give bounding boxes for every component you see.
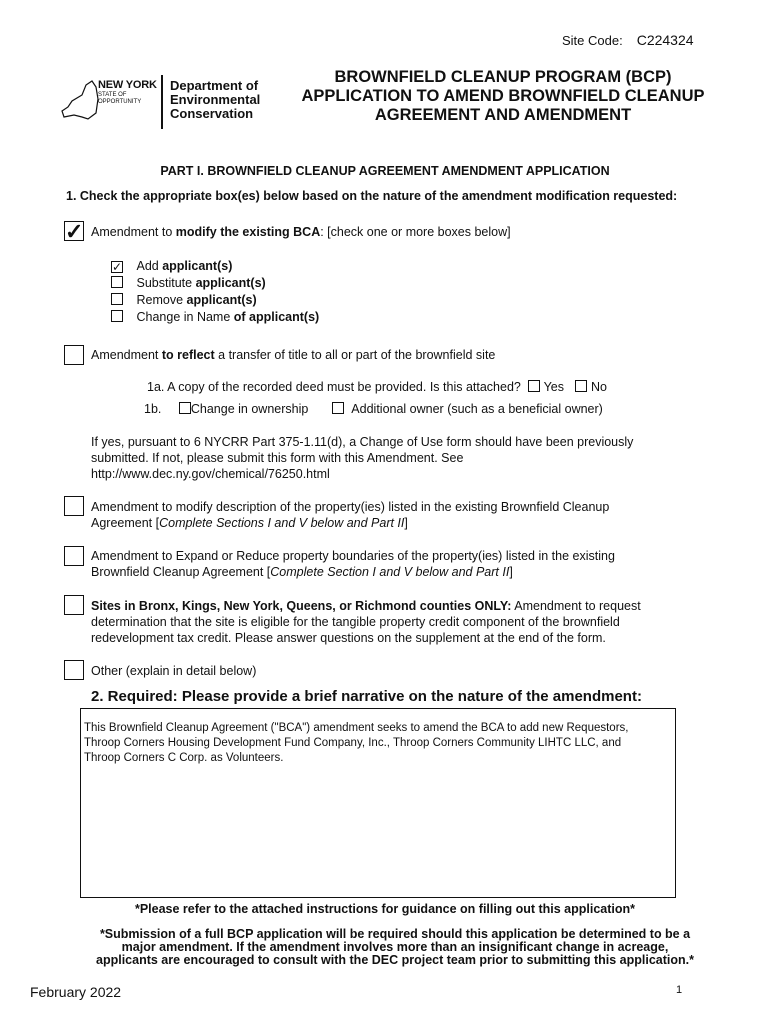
- remove-applicant-checkbox[interactable]: [111, 293, 123, 305]
- modify-description-checkbox[interactable]: [64, 496, 84, 516]
- site-code-value: C224324: [636, 32, 694, 48]
- deed-question: 1a. A copy of the recorded deed must be provided. Is this attached? Yes No: [147, 380, 607, 394]
- transfer-title-checkbox[interactable]: [64, 345, 84, 365]
- boundaries-label: Amendment to Expand or Reduce property boundaries of the property(ies) listed in the existing Brownfield Cleanup Agreement [Complete Section I and V below and Part II]: [91, 549, 615, 579]
- transfer-title-label: Amendment to reflect a transfer of title to all or part of the brownfield site: [91, 348, 496, 362]
- part-title: PART I. BROWNFIELD CLEANUP AGREEMENT AMENDMENT APPLICATION: [160, 164, 610, 178]
- change-of-use-link[interactable]: http://www.dec.ny.gov/chemical/76250.html: [91, 467, 330, 481]
- modify-bca-label: Amendment to modify the existing BCA: [check one or more boxes below]: [91, 225, 511, 239]
- nysdec-logo: [58, 73, 268, 133]
- change-name-checkbox[interactable]: [111, 310, 123, 322]
- narrative-title: 2. Required: Please provide a brief narrative on the nature of the amendment:: [91, 688, 642, 705]
- new-york-state-map-icon: [58, 77, 100, 125]
- modify-description-label: Amendment to modify description of the property(ies) listed in the existing Brownfield Cleanup Agreement [Complete Sections I and V below and Part II]: [91, 500, 610, 530]
- instructions-note: *Please refer to the attached instructions for guidance on filling out this application*: [134, 902, 636, 916]
- modify-bca-checkbox[interactable]: ✓: [65, 219, 84, 244]
- boundaries-checkbox[interactable]: [64, 546, 84, 566]
- narrative-textarea[interactable]: [80, 708, 676, 898]
- narrative-line-1: This Brownfield Cleanup Agreement ("BCA") amendment seeks to amend the BCA to add new Requestors,: [84, 722, 629, 734]
- logo-dept-text: Department of Environmental Conservation: [170, 78, 261, 121]
- deed-yes-checkbox[interactable]: [528, 380, 540, 392]
- remove-applicant-option: Remove applicant(s): [111, 292, 257, 308]
- narrative-line-3: Throop Corners C Corp. as Volunteers.: [84, 752, 284, 764]
- submission-note: *Submission of a full BCP application will be required should this application be determined to be a major amendment. If the amendment involves more than an insignificant change in acreage, applicants are encouraged to consult with the DEC project team prior to submitting this application.*: [96, 927, 694, 967]
- deed-no-checkbox[interactable]: [575, 380, 587, 392]
- other-checkbox[interactable]: [64, 660, 84, 680]
- page-title: [278, 68, 728, 125]
- page-number: 1: [676, 984, 683, 996]
- counties-label: Sites in Bronx, Kings, New York, Queens, or Richmond counties ONLY: Amendment to request determination that the site is eligible for the tangible property credit component of the brownfield redevelopment tax credit. Please answer questions on the supplement at the end of the form.: [91, 599, 641, 645]
- site-code-label: Site Code:: [562, 33, 623, 48]
- change-name-option: Change in Name of applicant(s): [111, 309, 319, 325]
- logo-divider: [161, 75, 163, 129]
- additional-owner-checkbox[interactable]: [332, 402, 344, 414]
- change-ownership-checkbox[interactable]: [179, 402, 191, 414]
- substitute-applicant-option: Substitute applicant(s): [111, 275, 266, 291]
- narrative-line-2: Throop Corners Housing Development Fund Company, Inc., Throop Corners Community LIHTC LLC, and: [84, 737, 622, 749]
- change-of-use-note: If yes, pursuant to 6 NYCRR Part 375-1.11(d), a Change of Use form should have been previously submitted. If not, please submit this form with this Amendment. See http://www.dec.ny.gov/chemical/76250.html: [91, 435, 634, 481]
- question-1: 1. Check the appropriate box(es) below based on the nature of the amendment modification requested:: [66, 189, 678, 203]
- add-applicant-option: ✓ Add applicant(s): [112, 259, 233, 274]
- substitute-applicant-checkbox[interactable]: [111, 276, 123, 288]
- title-line-3: AGREEMENT AND AMENDMENT: [374, 106, 632, 124]
- logo-ny-text: NEW YORK: [98, 79, 157, 91]
- add-applicant-checkbox[interactable]: ✓: [112, 260, 123, 274]
- footer-date: February 2022: [30, 984, 122, 1000]
- counties-checkbox[interactable]: [64, 595, 84, 615]
- ownership-question: 1b. Change in ownership Additional owner (such as a beneficial owner): [144, 402, 603, 416]
- title-line-2: APPLICATION TO AMEND BROWNFIELD CLEANUP: [301, 87, 705, 105]
- title-line-1: BROWNFIELD CLEANUP PROGRAM (BCP): [334, 68, 672, 86]
- site-code: [562, 32, 694, 48]
- other-label: Other (explain in detail below): [91, 664, 257, 678]
- logo-state-text: STATE OF OPPORTUNITY: [98, 92, 142, 105]
